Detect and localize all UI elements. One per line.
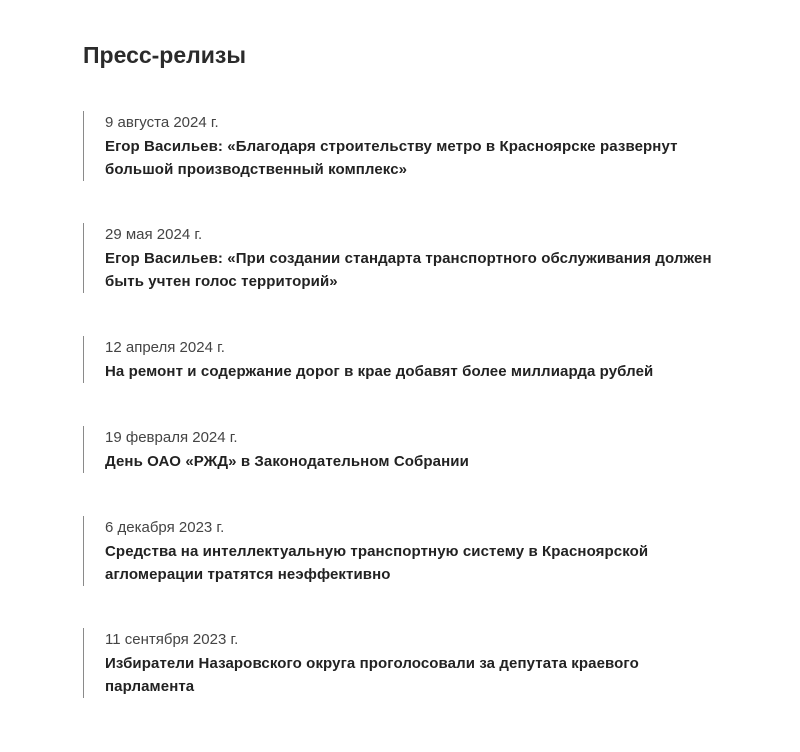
news-date: 29 мая 2024 г. [105, 226, 203, 243]
section-title: Пресс-релизы [83, 42, 246, 68]
news-list [83, 111, 723, 698]
news-headline-link[interactable]: Средства на интеллектуальную транспортную систему в Красноярской агломерации тратятся неэффективно [105, 543, 649, 583]
news-headline-link[interactable]: На ремонт и содержание дорог в крае добавят более миллиарда рублей [105, 363, 654, 380]
news-item [83, 336, 723, 383]
news-date: 6 декабря 2023 г. [105, 519, 225, 536]
news-date: 19 февраля 2024 г. [105, 429, 238, 446]
news-item [83, 426, 723, 473]
news-item [83, 516, 723, 586]
news-item [83, 628, 723, 698]
news-headline-link[interactable]: День ОАО «РЖД» в Законодательном Собрании [105, 453, 469, 470]
news-date: 9 августа 2024 г. [105, 114, 219, 131]
news-item [83, 111, 723, 181]
news-headline-link[interactable]: Егор Васильев: «Благодаря строительству метро в Красноярске развернут большой производственный комплекс» [105, 138, 678, 178]
news-date: 11 сентября 2023 г. [105, 631, 239, 648]
news-headline-link[interactable]: Избиратели Назаровского округа проголосовали за депутата краевого парламента [105, 655, 639, 695]
news-item [83, 223, 723, 293]
news-date: 12 апреля 2024 г. [105, 339, 225, 356]
news-headline-link[interactable]: Егор Васильев: «При создании стандарта транспортного обслуживания должен быть учтен голос территорий» [105, 250, 712, 290]
